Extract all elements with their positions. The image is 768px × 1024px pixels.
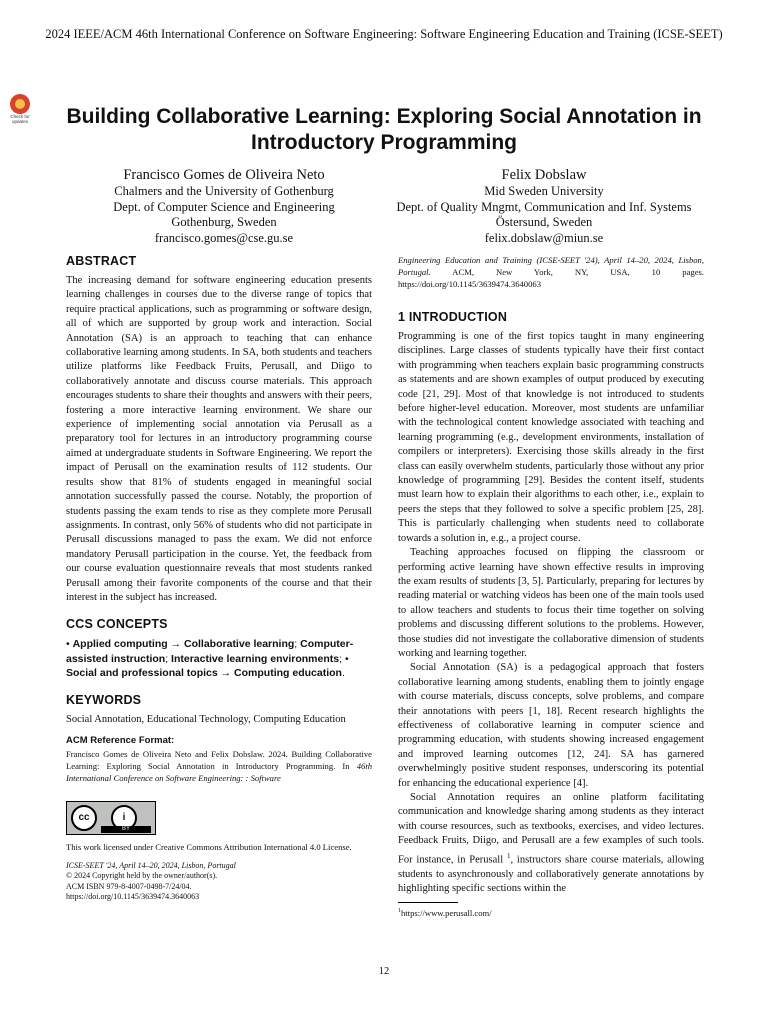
abstract-heading: ABSTRACT (66, 254, 137, 268)
check-for-updates-badge[interactable] (6, 94, 34, 126)
paper-title: Building Collaborative Learning: Exploring Social Annotation in Introductory Programming (66, 105, 702, 154)
abstract-text: The increasing demand for software engineering education presents learning challenges in courses due to the diverse range of topics that require practical applications, such as programming or software design, all of which are supported by group work and interaction. Social Annotation (SA) is an approach to teaching that can enhance collaborative learning among students. In SA, both students and teachers utilize platforms like Feedback Fruits, Perusall, and Diigo to collaboratively annotate and discuss course materials. This approach encourages students to share their thoughts and answers with their peers, fostering a more interactive learning environment. We share our experience of implementing social annotation via Perusall as a preparatory tool for lectures in an introductory programming course aimed at undergraduate students in Software Engineering. We report the impact of Perusall on the examination results of 112 students. Our results show that 81% of students engaged in meaningful social annotation successfully passed the course. Notably, the proportion of students passing the exam tends to rise as they complete more Perusall assignments. In contrast, only 56% of students who did not participate in Perusall discussions managed to pass the exam. We did not enforce mandatory Perusall participation in the course. Yet, the feedback from our course evaluation questionnaire reveals that most students ranked Perusall among their favorite components of the course and that their interest in the subject has increased. (66, 275, 372, 603)
author-block-1 (64, 166, 384, 246)
doi-line[interactable]: https://doi.org/10.1145/3639474.3640063 (66, 892, 200, 902)
intro-paragraph: Social Annotation (SA) is a pedagogical approach that fosters collaborative learning among students, enabling them to jointly engage with course materials, discuss concepts, solve problems, and compare their annotations with peers [1, 18]. Recent research highlights the effectiveness of collaborative learning in computer science and programming education, with students showing increased engagement and improved learning outcomes [12, 24]. SA has garnered overwhelmingly positive student responses, underscoring its potential for enhancing the educational experience [4]. (398, 662, 704, 789)
acm-reference-authors: Francisco Gomes de Oliveira Neto and Felix Dobslaw. 2024. Building Collaborative Learning: Exploring Social Annotation in Introductory Programming. In (66, 748, 372, 771)
ccs-concepts: • Applied computing → Collaborative learning; Computer-assisted instruction; Interactive learning environments; • Social and professional topics → Computing education. (66, 638, 354, 680)
conference-header: 2024 IEEE/ACM 46th International Conference on Software Engineering: Software Engineering Education and Training (ICSE-SEET) (45, 27, 723, 41)
footnote-url[interactable]: https://www.perusall.com/ (401, 908, 492, 919)
intro-paragraph (398, 791, 704, 896)
author-location: Östersund, Sweden (495, 215, 593, 230)
footnote-number: 1 (398, 908, 401, 915)
acm-reference-venue: 46th International Conference on Software Engineering: : Software (66, 760, 372, 783)
ccs-concept: Applied computing (72, 638, 168, 651)
ccs-concept: Computing education (234, 667, 342, 680)
author-email[interactable]: felix.dobslaw@miun.se (484, 230, 604, 245)
badge-label: Check for updates (10, 114, 30, 124)
by-label: BY (101, 826, 151, 833)
author-department: Dept. of Quality Mngmt, Communication and Inf. Systems (396, 199, 692, 214)
isbn-line: ACM ISBN 979-8-4007-0498-7/24/04. (66, 881, 192, 891)
cc-by-license-logo[interactable] (66, 801, 156, 835)
author-name: Francisco Gomes de Oliveira Neto (123, 167, 325, 183)
acm-reference-text (66, 748, 372, 784)
ccs-arrow: → (170, 638, 182, 651)
ccs-concept: Computer-assisted instruction (66, 638, 354, 665)
ccs-concept: Social and professional topics (66, 667, 218, 680)
author-email[interactable]: francisco.gomes@cse.gu.se (154, 230, 294, 245)
ccs-concept: Interactive learning environments (171, 652, 340, 665)
page-number: 12 (378, 966, 390, 977)
author-name: Felix Dobslaw (501, 167, 587, 183)
author-affiliation: Chalmers and the University of Gothenburg (114, 184, 334, 198)
acm-reference-tail-continued: ACM, New York, NY, USA, 10 pages. https://doi.org/10.1145/3639474.3640063 (398, 267, 704, 289)
left-column (66, 254, 372, 903)
author-location: Gothenburg, Sweden (171, 215, 277, 230)
author-affiliation: Mid Sweden University (484, 184, 604, 198)
license-text: This work licensed under Creative Commons Attribution International 4.0 License. (66, 841, 352, 852)
introduction-heading: 1 INTRODUCTION (398, 310, 508, 324)
ccs-concept: Collaborative learning (184, 638, 295, 651)
intro-paragraph-part: , instructors share course materials, allowing students to asynchronously and collaboratively generate annotations by highlighting specific sections within the (398, 854, 705, 894)
keywords-text: Social Annotation, Educational Technology, Computing Education (66, 713, 346, 725)
footnote (398, 905, 704, 919)
acm-reference-continued (398, 254, 704, 290)
acm-reference-venue-continued: Engineering Education and Training (ICSE-SEET '24), April 14–20, 2024, Lisbon, Portugal. (398, 255, 704, 277)
author-department: Dept. of Computer Science and Engineering (113, 199, 335, 214)
intro-paragraph: Programming is one of the first topics taught in many engineering disciplines. Large classes of students typically have their first contact with programming when teachers explain basic programming constructs as statements and are shown examples of output produced by executing code [21, 29]. Most of that knowledge is not introduced to students before higher-level education. Moreover, most students are unfamiliar with the technological content knowledge associated with teaching and learning programming (e.g., development environments, installation of compilers or interpreters). Exercising those skills already in the first class can easily overwhelm students, particularly those without any prior knowledge of programming [29]. Besides the content itself, students must learn how to explain their algorithms to each other, i.e., explain to peers the steps that they followed to solve a specific problem [25, 28]. This is particularly challenging when students need to collaborate towards a solution in, e.g., a project course. (398, 331, 704, 544)
keywords-heading: KEYWORDS (66, 692, 142, 707)
ccs-heading: CCS CONCEPTS (66, 617, 168, 632)
cc-icon: cc (71, 805, 97, 831)
ccs-arrow: → (220, 667, 232, 680)
acm-reference-heading: ACM Reference Format: (66, 734, 175, 746)
acm-reference (66, 735, 372, 787)
author-block-2 (384, 166, 704, 246)
intro-paragraph: Teaching approaches focused on flipping the classroom or performing active learning have shown effective results in improving the exam results of students [3, 5]. Particularly, preparing for lectures by reading material or watching videos has been one of the main tools used to allow teachers and students to focus their time together on solving problems and discussing different solutions to the problems. However, those studies did not investigate the collaborative dimension of students working and learning together. (398, 547, 704, 659)
copyright-block (66, 861, 372, 903)
intro-paragraph-part: Social Annotation requires an online platform facilitating communication and knowledge sharing among students as they interact with course resources, such as textbooks, exercises, and video lectures. Feedback Fruits, Diigo, and Perusall are a few examples of such tools. For instance, in Perusall (398, 792, 704, 866)
attribution-person-icon: i (111, 805, 137, 831)
check-for-updates-icon (10, 94, 30, 114)
footnote-marker[interactable]: 1 (506, 851, 511, 860)
copyright-conference: ICSE-SEET '24, April 14–20, 2024, Lisbon, Portugal (66, 860, 236, 870)
right-column (398, 254, 704, 919)
footnote-divider (398, 902, 458, 903)
copyright-line: © 2024 Copyright held by the owner/author(s). (66, 871, 218, 881)
